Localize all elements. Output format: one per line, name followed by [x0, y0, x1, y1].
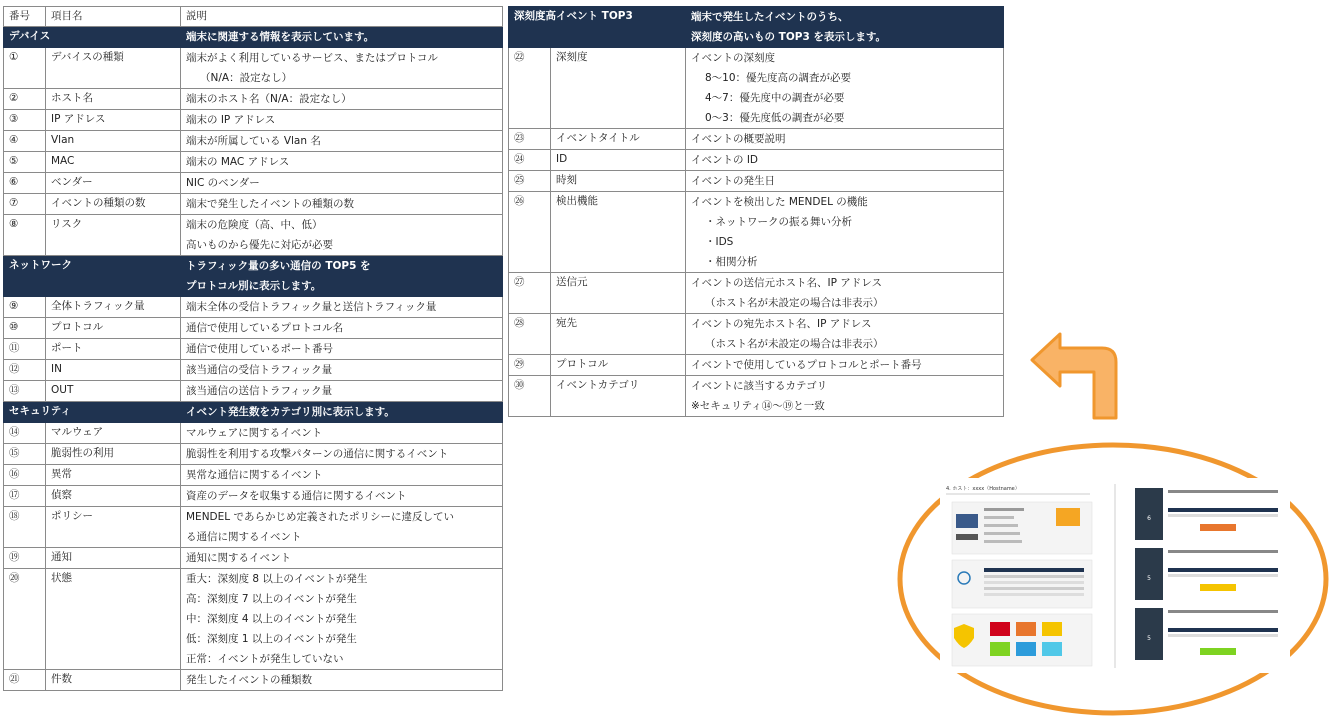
description-line: 端末で発生したイベントの種類の数	[186, 198, 354, 210]
table-row	[509, 376, 1004, 417]
row-description	[686, 192, 1004, 273]
left-table-body	[4, 27, 503, 691]
row-item: 件数	[46, 670, 181, 691]
row-description	[181, 48, 503, 89]
row-description	[181, 548, 503, 569]
row-description	[686, 171, 1004, 192]
header-desc: 説明	[181, 7, 503, 27]
row-description	[181, 131, 503, 152]
section-row	[4, 27, 503, 48]
row-description	[181, 215, 503, 256]
row-item: ベンダー	[46, 173, 181, 194]
row-number: ⑱	[4, 507, 46, 548]
table-row	[509, 314, 1004, 355]
row-description	[181, 423, 503, 444]
description-line: イベントで使用しているプロトコルとポート番号	[691, 359, 922, 371]
section-title: ネットワーク	[4, 256, 181, 297]
row-number: ②	[4, 89, 46, 110]
row-item: リスク	[46, 215, 181, 256]
section-title: デバイス	[4, 27, 181, 48]
row-description	[181, 444, 503, 465]
row-description	[686, 129, 1004, 150]
table-row	[4, 670, 503, 691]
table-row	[509, 129, 1004, 150]
table-row	[4, 215, 503, 256]
description-line: NIC のベンダー	[186, 177, 260, 189]
row-description	[181, 360, 503, 381]
summary-line: 深刻度の高いもの TOP3 を表示します。	[691, 31, 887, 43]
row-number: ⑯	[4, 465, 46, 486]
row-item: MAC	[46, 152, 181, 173]
description-line: イベントを検出した MENDEL の機能	[691, 196, 868, 208]
row-item: イベントの種類の数	[46, 194, 181, 215]
row-item: 通知	[46, 548, 181, 569]
right-description-table	[508, 6, 1004, 417]
row-number: ⑲	[4, 548, 46, 569]
description-line: 資産のデータを収集する通信に関するイベント	[186, 490, 407, 502]
row-item: Vlan	[46, 131, 181, 152]
row-number: ㉔	[509, 150, 551, 171]
row-item: プロトコル	[46, 318, 181, 339]
row-description	[181, 152, 503, 173]
row-item: 偵察	[46, 486, 181, 507]
description-line: 端末全体の受信トラフィック量と送信トラフィック量	[186, 301, 437, 313]
description-line: イベントの発生日	[691, 175, 775, 187]
description-line: イベントの概要説明	[691, 133, 786, 145]
row-item: 送信元	[551, 273, 686, 314]
row-number: ①	[4, 48, 46, 89]
section-title: セキュリティ	[4, 402, 181, 423]
row-item: 脆弱性の利用	[46, 444, 181, 465]
row-number: ⑤	[4, 152, 46, 173]
row-number: ⑮	[4, 444, 46, 465]
description-line: 8～10：優先度高の調査が必要	[705, 72, 852, 84]
table-row	[509, 150, 1004, 171]
description-line: 端末の MAC アドレス	[186, 156, 290, 168]
description-line: 高：深刻度 7 以上のイベントが発生	[186, 593, 357, 605]
row-description	[181, 670, 503, 691]
description-line: る通信に関するイベント	[186, 531, 302, 543]
description-line: 端末がよく利用しているサービス、またはプロトコル	[186, 52, 438, 64]
row-description	[686, 48, 1004, 129]
table-row	[4, 297, 503, 318]
description-line: イベントの送信元ホスト名、IP アドレス	[691, 277, 882, 289]
table-row	[4, 486, 503, 507]
row-item: 検出機能	[551, 192, 686, 273]
row-description	[181, 173, 503, 194]
description-line: 正常：イベントが発生していない	[186, 653, 344, 665]
description-line: 端末の危険度（高、中、低）	[186, 219, 323, 231]
description-line: 0～3：優先度低の調査が必要	[705, 112, 845, 124]
row-item: IN	[46, 360, 181, 381]
row-item: 異常	[46, 465, 181, 486]
row-number: ⑰	[4, 486, 46, 507]
right-table-body	[509, 7, 1004, 417]
description-line: 通信で使用しているプロトコル名	[186, 322, 344, 334]
row-description	[181, 465, 503, 486]
summary-line: イベント発生数をカテゴリ別に表示します。	[186, 406, 395, 418]
description-line: 端末が所属している Vlan 名	[186, 135, 321, 147]
row-number: ⑬	[4, 381, 46, 402]
row-item: ID	[551, 150, 686, 171]
row-item: 全体トラフィック量	[46, 297, 181, 318]
description-line: 該当通信の送信トラフィック量	[186, 385, 333, 397]
thumb-score: 5	[1147, 575, 1151, 582]
description-line: ※セキュリティ⑭～⑲と一致	[691, 400, 825, 412]
description-line: イベントに該当するカテゴリ	[691, 380, 828, 392]
description-line: 端末のホスト名（N/A：設定なし）	[186, 93, 352, 105]
row-number: ㉑	[4, 670, 46, 691]
row-description	[181, 194, 503, 215]
description-line: 中：深刻度 4 以上のイベントが発生	[186, 613, 357, 625]
summary-line: トラフィック量の多い通信の TOP5 を	[186, 260, 371, 272]
table-row	[4, 152, 503, 173]
row-number: ㉖	[509, 192, 551, 273]
table-row	[4, 89, 503, 110]
row-description	[181, 381, 503, 402]
row-number: ㉗	[509, 273, 551, 314]
description-line: （N/A：設定なし）	[200, 72, 293, 84]
row-number: ⑭	[4, 423, 46, 444]
row-number: ⑳	[4, 569, 46, 670]
row-number: ㉙	[509, 355, 551, 376]
section-summary	[181, 27, 503, 48]
left-description-table	[3, 6, 503, 691]
section-summary	[686, 7, 1004, 48]
row-number: ㉕	[509, 171, 551, 192]
description-line: 重大：深刻度 8 以上のイベントが発生	[186, 573, 368, 585]
row-description	[686, 273, 1004, 314]
table-row	[509, 48, 1004, 129]
description-line: イベントの ID	[691, 154, 759, 166]
table-row	[4, 194, 503, 215]
row-item: イベントカテゴリ	[551, 376, 686, 417]
row-description	[686, 314, 1004, 355]
row-number: ⑫	[4, 360, 46, 381]
row-number: ⑧	[4, 215, 46, 256]
row-number: ④	[4, 131, 46, 152]
row-item: OUT	[46, 381, 181, 402]
thumb-title: 4. ホスト：xxxx（Hostname）	[946, 486, 1020, 492]
row-description	[181, 486, 503, 507]
table-row	[4, 381, 503, 402]
table-row	[509, 355, 1004, 376]
row-item: イベントタイトル	[551, 129, 686, 150]
row-description	[686, 376, 1004, 417]
summary-line: 端末で発生したイベントのうち、	[691, 11, 849, 23]
description-line: （ホスト名が未設定の場合は非表示）	[705, 338, 884, 350]
table-row	[4, 318, 503, 339]
description-line: マルウェアに関するイベント	[186, 427, 323, 439]
dashboard-thumbnail	[940, 478, 1290, 673]
description-line: イベントの宛先ホスト名、IP アドレス	[691, 318, 872, 330]
table-row	[4, 548, 503, 569]
summary-line: プロトコル別に表示します。	[186, 280, 322, 292]
row-description	[181, 507, 503, 548]
section-row	[4, 256, 503, 297]
row-number: ⑪	[4, 339, 46, 360]
row-item: プロトコル	[551, 355, 686, 376]
row-item: ホスト名	[46, 89, 181, 110]
row-description	[686, 355, 1004, 376]
row-number: ㉒	[509, 48, 551, 129]
row-number: ⑥	[4, 173, 46, 194]
row-item: 深刻度	[551, 48, 686, 129]
row-item: 時刻	[551, 171, 686, 192]
description-line: 端末の IP アドレス	[186, 114, 276, 126]
description-line: MENDEL であらかじめ定義されたポリシーに違反してい	[186, 511, 454, 523]
curved-arrow-icon	[1010, 310, 1150, 430]
row-item: マルウェア	[46, 423, 181, 444]
table-row	[4, 569, 503, 670]
description-line: 通知に関するイベント	[186, 552, 291, 564]
table-row	[4, 423, 503, 444]
table-row	[4, 173, 503, 194]
row-number: ③	[4, 110, 46, 131]
section-summary	[181, 402, 503, 423]
table-row	[509, 192, 1004, 273]
description-line: 低：深刻度 1 以上のイベントが発生	[186, 633, 357, 645]
row-number: ㉚	[509, 376, 551, 417]
section-title: 深刻度高イベント TOP3	[509, 7, 686, 48]
table-row	[4, 360, 503, 381]
row-description	[181, 89, 503, 110]
description-line: 4～7：優先度中の調査が必要	[705, 92, 845, 104]
description-line: ・ネットワークの振る舞い分析	[705, 216, 852, 228]
row-description	[686, 150, 1004, 171]
row-description	[181, 110, 503, 131]
table-row	[4, 339, 503, 360]
row-item: ポリシー	[46, 507, 181, 548]
row-description	[181, 318, 503, 339]
row-number: ⑩	[4, 318, 46, 339]
description-line: （ホスト名が未設定の場合は非表示）	[705, 297, 884, 309]
table-row	[4, 110, 503, 131]
table-header-row	[4, 7, 503, 27]
row-item: ポート	[46, 339, 181, 360]
table-row	[4, 48, 503, 89]
thumb-score: 6	[1147, 515, 1151, 522]
row-number: ㉓	[509, 129, 551, 150]
section-summary	[181, 256, 503, 297]
table-row	[509, 273, 1004, 314]
description-line: 通信で使用しているポート番号	[186, 343, 333, 355]
row-description	[181, 297, 503, 318]
row-item: 状態	[46, 569, 181, 670]
row-number: ⑦	[4, 194, 46, 215]
description-line: 脆弱性を利用する攻撃パターンの通信に関するイベント	[186, 448, 449, 460]
table-row	[4, 131, 503, 152]
description-line: ・相関分析	[705, 256, 758, 268]
row-description	[181, 339, 503, 360]
header-item: 項目名	[46, 7, 181, 27]
summary-line: 端末に関連する情報を表示しています。	[186, 31, 375, 43]
description-line: 該当通信の受信トラフィック量	[186, 364, 333, 376]
row-item: IP アドレス	[46, 110, 181, 131]
row-number: ⑨	[4, 297, 46, 318]
description-line: ・IDS	[705, 236, 734, 248]
row-item: 宛先	[551, 314, 686, 355]
description-line: イベントの深刻度	[691, 52, 775, 64]
row-number: ㉘	[509, 314, 551, 355]
thumb-score: 5	[1147, 635, 1151, 642]
section-row	[4, 402, 503, 423]
description-line: 異常な通信に関するイベント	[186, 469, 323, 481]
description-line: 発生したイベントの種類数	[186, 674, 312, 686]
table-row	[4, 507, 503, 548]
row-item: デバイスの種類	[46, 48, 181, 89]
table-row	[509, 171, 1004, 192]
header-num: 番号	[4, 7, 46, 27]
table-row	[4, 444, 503, 465]
section-row-top3	[509, 7, 1004, 48]
row-description	[181, 569, 503, 670]
table-row	[4, 465, 503, 486]
description-line: 高いものから優先に対応が必要	[186, 239, 333, 251]
